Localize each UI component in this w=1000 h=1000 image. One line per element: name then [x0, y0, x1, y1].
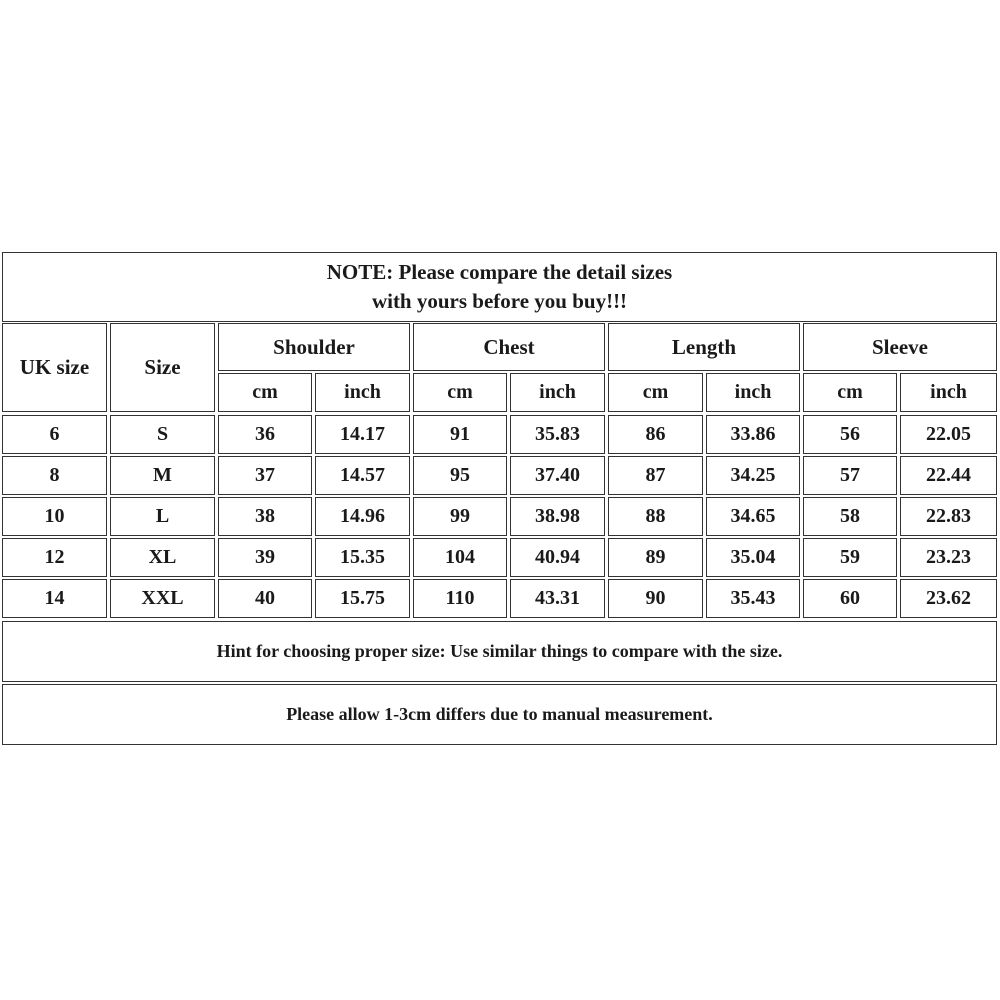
cell-shoulder-inch: 14.17 — [315, 415, 410, 454]
cell-sleeve-cm: 57 — [803, 456, 897, 495]
cell-uk-size: 10 — [2, 497, 107, 536]
cell-shoulder-inch: 14.57 — [315, 456, 410, 495]
cell-uk-size: 14 — [2, 579, 107, 618]
cell-sleeve-cm: 58 — [803, 497, 897, 536]
cell-chest-inch: 37.40 — [510, 456, 605, 495]
cell-length-cm: 88 — [608, 497, 703, 536]
cell-uk-size: 12 — [2, 538, 107, 577]
cell-sleeve-inch: 23.62 — [900, 579, 997, 618]
cell-length-cm: 90 — [608, 579, 703, 618]
note-banner — [2, 252, 997, 322]
header-unit-length-inch: inch — [706, 373, 800, 412]
cell-sleeve-cm: 56 — [803, 415, 897, 454]
header-unit-shoulder-inch: inch — [315, 373, 410, 412]
cell-length-cm: 89 — [608, 538, 703, 577]
cell-length-inch: 35.04 — [706, 538, 800, 577]
cell-sleeve-inch: 23.23 — [900, 538, 997, 577]
cell-size: XXL — [110, 579, 215, 618]
header-unit-length-cm: cm — [608, 373, 703, 412]
cell-shoulder-inch: 15.75 — [315, 579, 410, 618]
cell-length-inch: 33.86 — [706, 415, 800, 454]
cell-chest-cm: 95 — [413, 456, 507, 495]
cell-size: S — [110, 415, 215, 454]
cell-sleeve-cm: 60 — [803, 579, 897, 618]
header-unit-shoulder-cm: cm — [218, 373, 312, 412]
cell-length-inch: 34.25 — [706, 456, 800, 495]
header-length: Length — [608, 323, 800, 371]
cell-chest-cm: 110 — [413, 579, 507, 618]
header-unit-chest-inch: inch — [510, 373, 605, 412]
header-shoulder: Shoulder — [218, 323, 410, 371]
cell-uk-size: 8 — [2, 456, 107, 495]
cell-uk-size: 6 — [2, 415, 107, 454]
cell-chest-inch: 35.83 — [510, 415, 605, 454]
hint-banner: Hint for choosing proper size: Use similar things to compare with the size. — [2, 621, 997, 682]
cell-length-inch: 35.43 — [706, 579, 800, 618]
cell-chest-inch: 43.31 — [510, 579, 605, 618]
note-line-1: NOTE: Please compare the detail sizes — [326, 260, 673, 284]
cell-chest-inch: 38.98 — [510, 497, 605, 536]
cell-size: L — [110, 497, 215, 536]
cell-sleeve-inch: 22.83 — [900, 497, 997, 536]
cell-size: M — [110, 456, 215, 495]
cell-shoulder-cm: 36 — [218, 415, 312, 454]
cell-sleeve-inch: 22.44 — [900, 456, 997, 495]
cell-chest-cm: 91 — [413, 415, 507, 454]
header-chest: Chest — [413, 323, 605, 371]
cell-shoulder-cm: 39 — [218, 538, 312, 577]
cell-length-cm: 87 — [608, 456, 703, 495]
cell-sleeve-cm: 59 — [803, 538, 897, 577]
header-sleeve: Sleeve — [803, 323, 997, 371]
cell-length-inch: 34.65 — [706, 497, 800, 536]
header-unit-sleeve-inch: inch — [900, 373, 997, 412]
cell-sleeve-inch: 22.05 — [900, 415, 997, 454]
cell-length-cm: 86 — [608, 415, 703, 454]
header-uk-size: UK size — [2, 323, 107, 412]
cell-shoulder-cm: 38 — [218, 497, 312, 536]
cell-shoulder-inch: 15.35 — [315, 538, 410, 577]
header-size: Size — [110, 323, 215, 412]
note-line-2: with yours before you buy!!! — [371, 289, 628, 313]
allowance-banner: Please allow 1-3cm differs due to manual measurement. — [2, 684, 997, 745]
cell-shoulder-cm: 40 — [218, 579, 312, 618]
cell-size: XL — [110, 538, 215, 577]
cell-shoulder-inch: 14.96 — [315, 497, 410, 536]
header-unit-chest-cm: cm — [413, 373, 507, 412]
header-unit-sleeve-cm: cm — [803, 373, 897, 412]
cell-chest-inch: 40.94 — [510, 538, 605, 577]
cell-shoulder-cm: 37 — [218, 456, 312, 495]
cell-chest-cm: 99 — [413, 497, 507, 536]
cell-chest-cm: 104 — [413, 538, 507, 577]
